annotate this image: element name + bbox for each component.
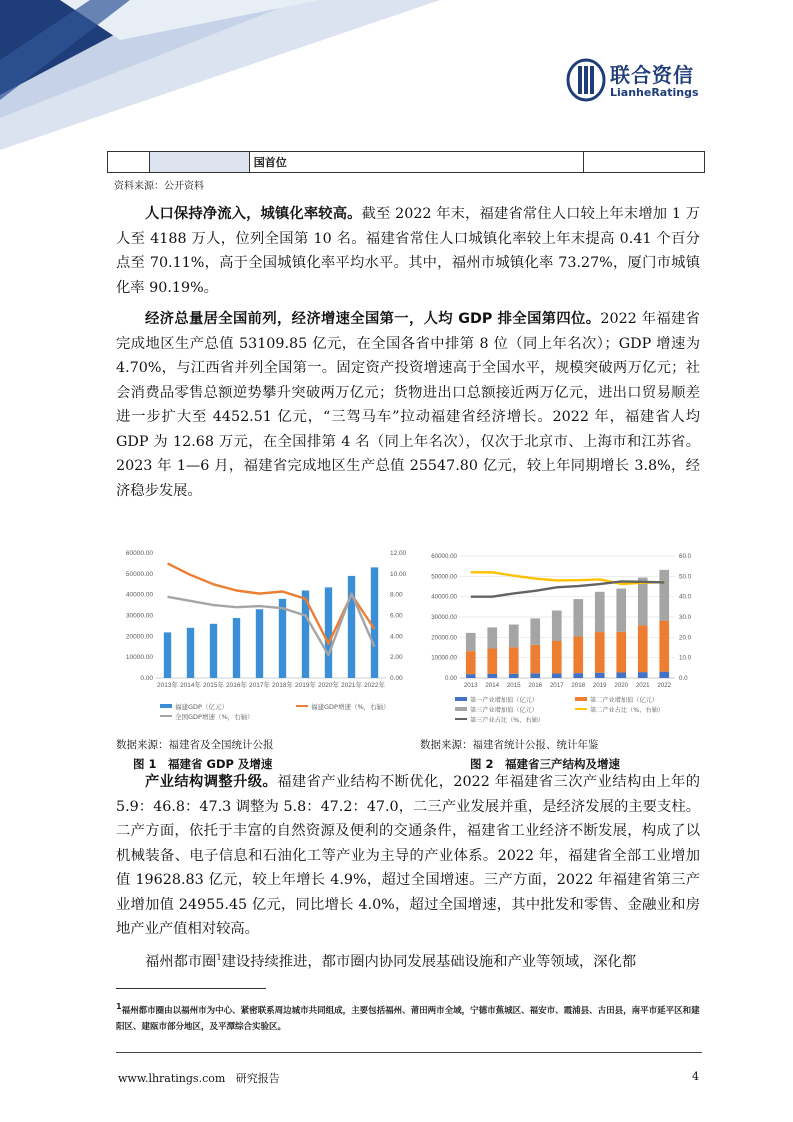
legend-swatch xyxy=(575,697,587,701)
bar-segment xyxy=(509,674,519,678)
legend-swatch xyxy=(455,697,467,701)
table-row xyxy=(108,152,705,173)
series-line xyxy=(168,594,375,656)
footer-divider xyxy=(116,1052,702,1053)
x-tick-label: 2015年 xyxy=(203,682,224,689)
footnote-number: 1 xyxy=(116,1002,122,1011)
bar-segment xyxy=(509,625,519,648)
table-fragment xyxy=(107,151,705,173)
bar-segment xyxy=(487,627,497,648)
x-tick-label: 2022年 xyxy=(364,682,385,689)
paragraph-lead: 经济总量居全国前列，经济增速全国第一，人均 GDP 排全国第四位。 xyxy=(145,311,601,327)
legend-label: 福建GDP增速（%，右轴） xyxy=(311,703,390,711)
bar-segment xyxy=(552,674,562,678)
x-tick-label: 2022 xyxy=(657,682,672,689)
bar-segment xyxy=(638,578,648,626)
right-tick-label: 40.0 xyxy=(679,593,692,601)
left-tick-label: 40000.00 xyxy=(431,593,457,601)
bar-segment xyxy=(552,641,562,674)
bar xyxy=(256,609,263,678)
right-tick-label: 4.00 xyxy=(390,633,403,641)
paragraph-industry xyxy=(116,770,700,942)
bar-segment xyxy=(616,673,626,678)
page-number: 4 xyxy=(692,1070,699,1083)
fig1-caption: 图 1 福建省 GDP 及增速 xyxy=(133,757,273,771)
x-tick-label: 2016 xyxy=(528,682,543,689)
x-tick-label: 2020年 xyxy=(318,682,339,689)
chart-industry-structure xyxy=(425,548,695,728)
paragraph-population xyxy=(116,202,700,300)
bar xyxy=(325,587,332,678)
left-tick-label: 50000.00 xyxy=(431,573,457,581)
left-tick-label: 0.00 xyxy=(444,675,457,682)
paragraph-body: 建设持续推进，都市圈内协同发展基础设施和产业等领域，深化都 xyxy=(221,953,637,970)
bar-segment xyxy=(659,621,669,672)
bar-segment xyxy=(487,649,497,674)
left-tick-label: 10000.00 xyxy=(431,654,457,662)
paragraph-lead: 人口保持净流入，城镇化率较高。 xyxy=(145,206,362,222)
legend-swatch xyxy=(160,704,172,708)
footnote-ref[interactable]: 1 xyxy=(216,953,222,962)
fig2-source: 数据来源：福建省统计公报、统计年鉴 xyxy=(420,739,599,751)
bar xyxy=(279,599,286,678)
footnote-divider xyxy=(116,988,266,989)
right-tick-label: 20.0 xyxy=(679,634,692,642)
x-tick-label: 2018 xyxy=(571,682,586,689)
bar-segment xyxy=(573,637,583,674)
bar-segment xyxy=(573,673,583,678)
bar-segment xyxy=(466,674,476,678)
bar-segment xyxy=(509,647,519,673)
x-tick-label: 2017年 xyxy=(249,682,270,689)
right-tick-label: 8.00 xyxy=(390,591,403,599)
paragraph-body: 福州都市圈 xyxy=(145,953,217,970)
bar-segment xyxy=(487,674,497,678)
paragraph-body: 2022 年福建省完成地区生产总值 53109.85 亿元，在全国各省中排第 8 位（同上年名次）；GDP 增速为 4.70%，与江西省并列全国第一。固定资产投资增速高于全国水平，规模突破两万亿元；社会消费品零售总额逆势攀升突破两万亿元；货物进出口总额接近两万亿元，进出口贸易顺差进一步扩大至 4452.51 亿元，“三驾马车”拉动福建省经济增长。2022 年，福建省人均 GDP 为 12.68 万元，在全国排第 4 名（同上年名次），仅次于北京市、上海市和江苏省。2023 年 1—6 月，福建省完成地区生产总值 25547.80 亿元，较上年同期增长 3.8%，经济稳步发展。 xyxy=(116,311,700,499)
bar-segment xyxy=(530,673,540,678)
right-tick-label: 0.00 xyxy=(390,675,403,682)
legend-label: 福建GDP（亿元） xyxy=(175,703,228,711)
x-tick-label: 2021年 xyxy=(341,682,362,689)
left-tick-label: 0.00 xyxy=(140,675,153,682)
right-tick-label: 30.0 xyxy=(679,614,692,621)
right-tick-label: 12.00 xyxy=(390,550,407,557)
left-tick-label: 50000.00 xyxy=(125,570,153,578)
chart-gdp xyxy=(118,545,408,725)
x-tick-label: 2019年 xyxy=(295,682,316,689)
x-tick-label: 2021 xyxy=(635,682,650,689)
bar-segment xyxy=(552,610,562,641)
x-tick-label: 2020 xyxy=(614,682,629,689)
x-tick-label: 2018年 xyxy=(272,682,293,689)
legend-label: 第一产业增加值（亿元） xyxy=(470,697,539,704)
legend-label: 第三产业占比（%，右轴） xyxy=(470,717,544,724)
bar xyxy=(233,618,240,678)
left-tick-label: 30000.00 xyxy=(125,612,153,620)
legend-label: 第二产业占比（%，右轴） xyxy=(590,707,664,714)
left-tick-label: 30000.00 xyxy=(431,614,457,621)
fig1-source: 数据来源：福建省及全国统计公报 xyxy=(116,739,274,751)
x-tick-label: 2015 xyxy=(506,682,521,689)
table-cell xyxy=(583,152,704,173)
bar-segment xyxy=(573,599,583,636)
left-tick-label: 60000.00 xyxy=(431,553,457,560)
left-tick-label: 20000.00 xyxy=(125,633,153,641)
table-cell-text: 国首位 xyxy=(249,152,583,173)
footnote xyxy=(116,999,702,1035)
bar-segment xyxy=(659,570,669,621)
x-tick-label: 2017 xyxy=(549,682,564,689)
company-logo xyxy=(566,58,706,104)
bar-segment xyxy=(616,589,626,632)
bar-segment xyxy=(530,645,540,673)
left-tick-label: 40000.00 xyxy=(125,591,153,599)
bar-segment xyxy=(638,672,648,678)
logo-english-name: LianheRatings xyxy=(610,86,699,99)
paragraph-economy xyxy=(116,307,700,503)
right-tick-label: 2.00 xyxy=(390,654,403,662)
paragraph-lead: 产业结构调整升级。 xyxy=(145,774,278,790)
footnote-text: 福州都市圈由以福州市为中心、紧密联系周边城市共同组成，主要包括福州、莆田两市全域，宁德市蕉城区、福安市、霞浦县、古田县，南平市延平区和建阳区、建瓯市部分地区，及平潭综合实验区。 xyxy=(116,1005,700,1032)
right-tick-label: 6.00 xyxy=(390,612,403,620)
table-cell xyxy=(150,152,249,173)
right-tick-label: 0.0 xyxy=(679,675,688,682)
bar xyxy=(164,632,171,678)
table-cell xyxy=(108,152,150,173)
legend-label: 全国GDP增速（%，右轴） xyxy=(175,713,254,721)
right-tick-label: 50.0 xyxy=(679,573,692,581)
left-tick-label: 60000.00 xyxy=(125,550,153,557)
left-tick-label: 20000.00 xyxy=(431,634,457,642)
logo-mark-icon xyxy=(566,58,606,102)
bar-segment xyxy=(466,651,476,674)
source-note: 资料来源：公开资料 xyxy=(114,181,204,192)
right-tick-label: 60.0 xyxy=(679,553,692,560)
bar-segment xyxy=(595,673,605,678)
bar-segment xyxy=(595,592,605,632)
legend-label: 第二产业增加值（亿元） xyxy=(590,697,659,704)
bar xyxy=(348,576,355,678)
bar-segment xyxy=(595,632,605,673)
bar xyxy=(210,624,217,678)
right-tick-label: 10.00 xyxy=(390,570,407,578)
x-tick-label: 2013 xyxy=(463,682,478,689)
legend-label: 第三产业增加值（亿元） xyxy=(470,707,539,714)
paragraph-body: 截至 2022 年末，福建省常住人口较上年末增加 1 万人至 4188 万人，位列全国第 10 名。福建省常住人口城镇化率较上年末提高 0.41 个百分点至 70.11%，高于全国城镇化率平均水平。其中，福州市城镇化率 73.27%，厦门市城镇化率 90.19%。 xyxy=(116,206,700,296)
right-tick-label: 10.0 xyxy=(679,654,692,662)
paragraph-metro xyxy=(116,946,700,974)
bar xyxy=(371,567,378,678)
footer-label: 研究报告 xyxy=(235,1072,280,1085)
x-tick-label: 2019 xyxy=(592,682,607,689)
x-tick-label: 2016年 xyxy=(226,682,247,689)
bar xyxy=(187,628,194,678)
footer-left xyxy=(118,1070,280,1086)
bar-segment xyxy=(659,672,669,678)
x-tick-label: 2013年 xyxy=(157,682,178,689)
x-tick-label: 2014年 xyxy=(180,682,201,689)
bar-segment xyxy=(638,626,648,673)
x-tick-label: 2014 xyxy=(485,682,500,689)
paragraph-body: 福建省产业结构不断优化，2022 年福建省三次产业结构由上年的 5.9：46.8：47.3 调整为 5.8：47.2：47.0，二三产业发展并重，是经济发展的主要支柱。二产方面，依托于丰富的自然资源及便利的交通条件，福建省工业经济不断发展，构成了以机械装备、电子信息和石油化工等产业为主导的产业体系。2022 年，福建省全部工业增加值 19628.83 亿元，较上年增长 4.9%，超过全国增速。三产方面，2022 年福建省第三产业增加值 24955.45 亿元，同比增长 4.0%，超过全国增速，其中批发和零售、金融业和房地产业产值相对较高。 xyxy=(116,774,700,937)
bar-segment xyxy=(466,633,476,651)
bar-segment xyxy=(530,618,540,644)
logo-chinese-name: 联合资信 xyxy=(610,63,694,87)
fig2-caption: 图 2 福建省三产结构及增速 xyxy=(470,757,621,771)
left-tick-label: 10000.00 xyxy=(125,654,153,662)
footer-site-link[interactable]: www.lhratings.com xyxy=(118,1072,226,1085)
legend-swatch xyxy=(455,707,467,711)
bar-segment xyxy=(616,632,626,673)
